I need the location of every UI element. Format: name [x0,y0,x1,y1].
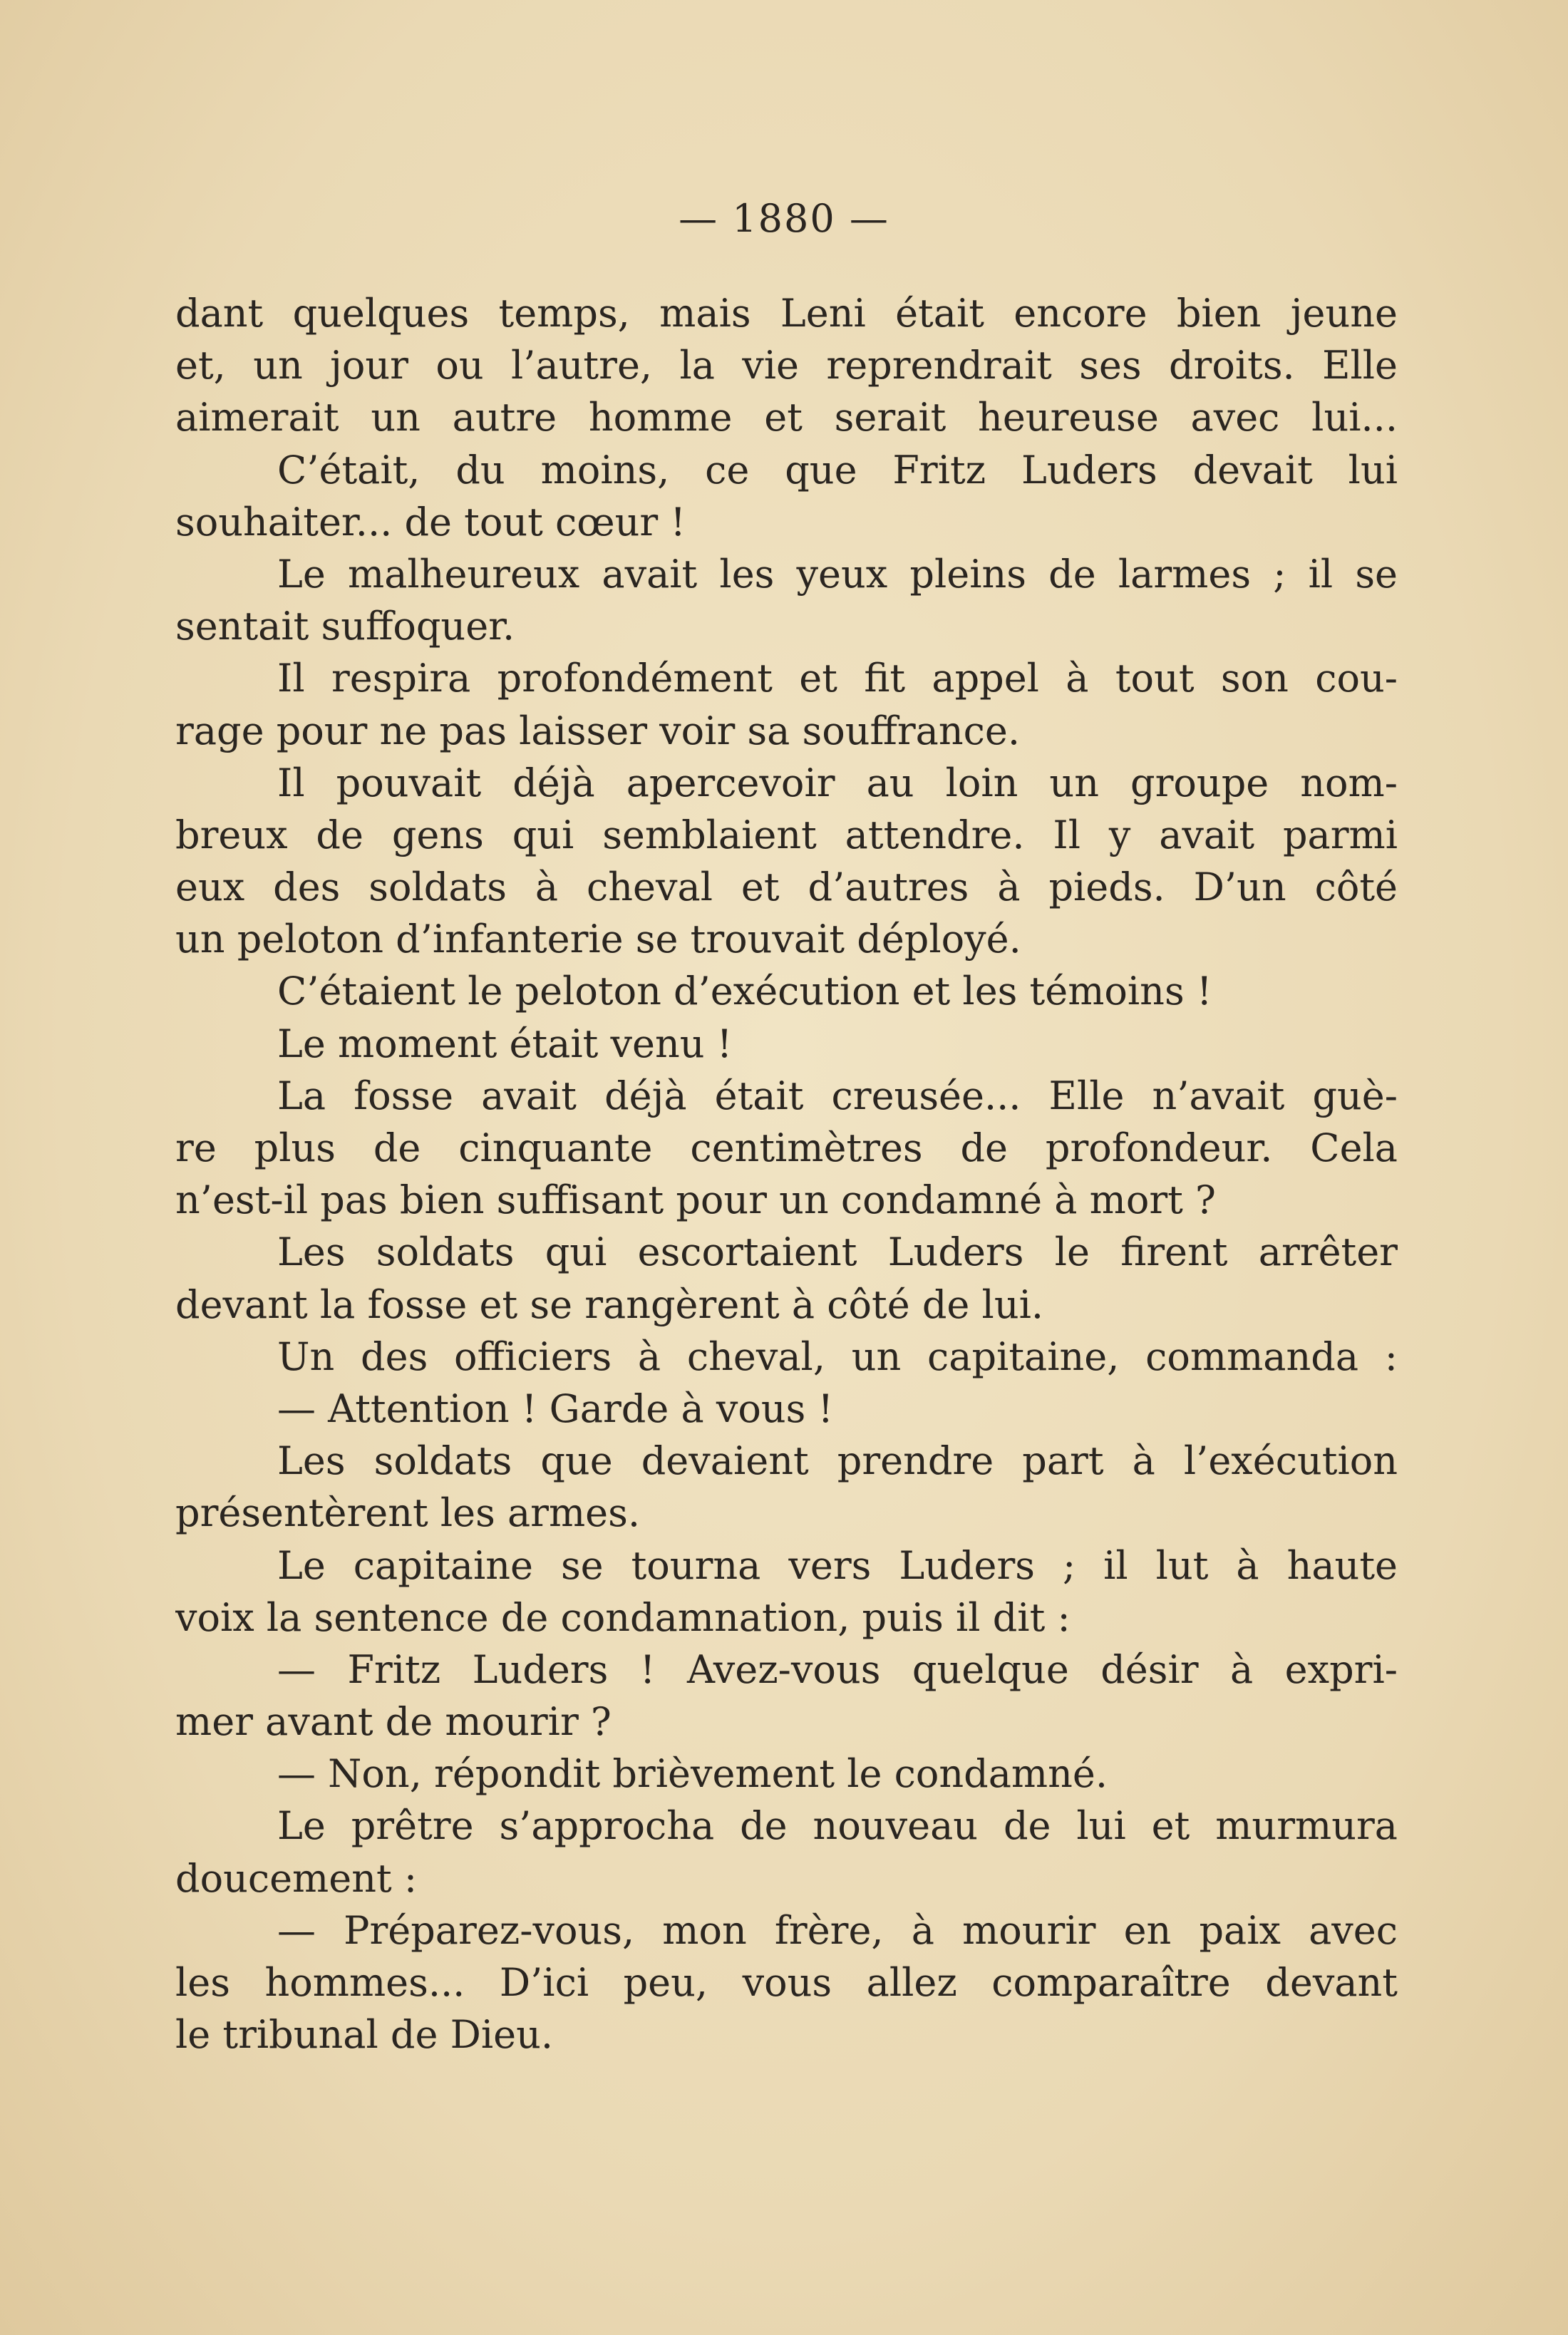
text-line: Le prêtre s’approcha de nouveau de lui et murmura [277,1803,1398,1849]
text-line: breux de gens qui semblaient attendre. Il y avait parmi [175,812,1398,857]
text-line: Les soldats que devaient prendre part à l’exécution [277,1438,1398,1484]
text-line: eux des soldats à cheval et d’autres à pieds. D’un côté [175,865,1398,910]
text-line: souhaiter... de tout cœur ! [175,499,686,545]
text-line: — Attention ! Garde à vous ! [277,1386,834,1431]
text-line: et, un jour ou l’autre, la vie reprendrait ses droits. Elle [175,343,1398,388]
text-line: n’est-il pas bien suffisant pour un condamné à mort ? [175,1177,1216,1223]
text-line: sentait suffoquer. [175,604,515,649]
text-line: Il respira profondément et fit appel à tout son cou- [277,656,1398,701]
text-line: Le capitaine se tourna vers Luders ; il lut à haute [277,1542,1398,1588]
text-line: rage pour ne pas laisser voir sa souffrance. [175,708,1021,753]
text-line: Un des officiers à cheval, un capitaine, commanda : [277,1334,1398,1379]
text-line: doucement : [175,1855,418,1901]
text-line: C’étaient le peloton d’exécution et les témoins ! [277,969,1212,1014]
text-line: — Préparez-vous, mon frère, à mourir en paix avec [277,1907,1398,1953]
text-line: les hommes... D’ici peu, vous allez comparaître devant [175,1960,1398,2005]
body-text [175,287,1398,2061]
text-line: devant la fosse et se rangèrent à côté de lui. [175,1282,1044,1327]
text-line: Le moment était venu ! [277,1021,733,1066]
text-line: — Non, répondit brièvement le condamné. [277,1751,1108,1797]
page-number: — 1880 — [679,196,889,241]
text-line: Les soldats qui escortaient Luders le firent arrêter [277,1230,1398,1275]
text-line: re plus de cinquante centimètres de profondeur. Cela [175,1125,1398,1170]
text-line: dant quelques temps, mais Leni était encore bien jeune [175,291,1398,336]
text-line: présentèrent les armes. [175,1490,641,1536]
text-line: La fosse avait déjà était creusée... Elle n’avait guè- [277,1073,1398,1118]
text-line: C’était, du moins, ce que Fritz Luders devait lui [277,447,1398,493]
text-line: voix la sentence de condamnation, puis il dit : [175,1594,1071,1640]
text-line: mer avant de mourir ? [175,1699,612,1745]
text-line: aimerait un autre homme et serait heureuse avec lui... [175,395,1398,440]
text-line: Il pouvait déjà apercevoir au loin un groupe nom- [277,760,1398,805]
text-line: le tribunal de Dieu. [175,2012,554,2058]
text-line: — Fritz Luders ! Avez-vous quelque désir à expri- [277,1646,1398,1692]
text-line: un peloton d’infanterie se trouvait déployé. [175,917,1021,962]
text-line: Le malheureux avait les yeux pleins de larmes ; il se [277,551,1398,597]
